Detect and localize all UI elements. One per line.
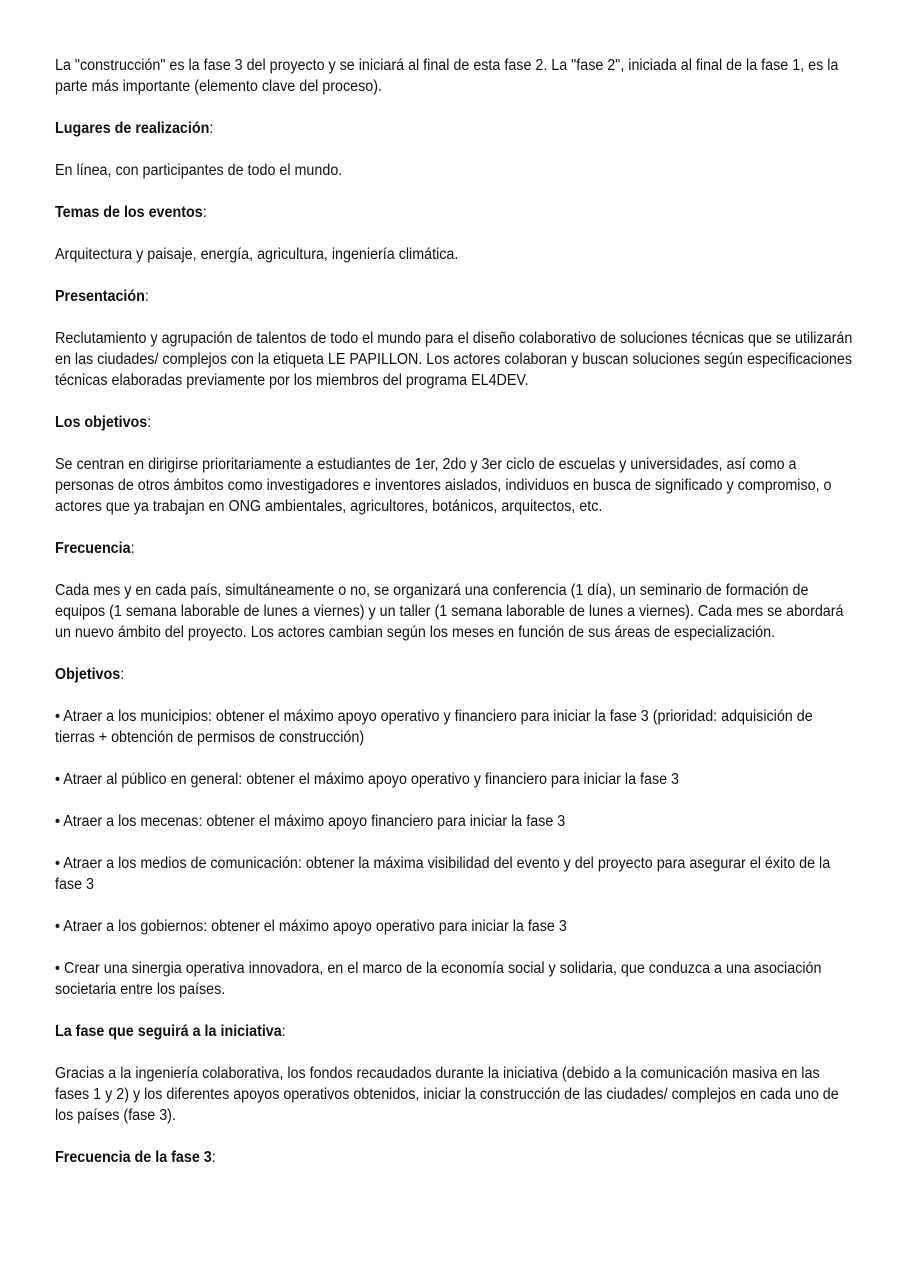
list-item: • Atraer a los mecenas: obtener el máximo apoyo financiero para iniciar la fase 3 (55, 813, 566, 830)
paragraph-temas: Arquitectura y paisaje, energía, agricultura, ingeniería climática. (55, 246, 459, 263)
heading-fase-siguiente: La fase que seguirá a la iniciativa: (55, 1023, 286, 1040)
list-item: • Atraer a los gobiernos: obtener el máximo apoyo operativo para iniciar la fase 3 (55, 918, 567, 935)
heading-objetivos: Objetivos: (55, 666, 125, 683)
paragraph-fase-siguiente: Gracias a la ingeniería colaborativa, los fondos recaudados durante la iniciativa (debido a la comunicación masiva en las fases 1 y 2) y los diferentes apoyos operativos obtenidos, iniciar la construcción de las ciudades/ complejos en cada uno de los países (fase 3). (55, 1065, 839, 1124)
heading-frecuencia: Frecuencia: (55, 540, 135, 557)
paragraph-presentacion: Reclutamiento y agrupación de talentos de todo el mundo para el diseño colaborativo de soluciones técnicas que se utilizarán en las ciudades/ complejos con la etiqueta LE PAPILLON. Los actores colaboran y buscan soluciones según especificaciones técnicas elaboradas previamente por los miembros del programa EL4DEV. (55, 330, 853, 389)
paragraph-lugares: En línea, con participantes de todo el mundo. (55, 162, 343, 179)
heading-presentacion: Presentación: (55, 288, 149, 305)
paragraph-los-objetivos: Se centran en dirigirse prioritariamente a estudiantes de 1er, 2do y 3er ciclo de escuelas y universidades, así como a personas de otros ámbitos como investigadores e inventores aislados, individuos en busca de significado y compromiso, o actores que ya trabajan en ONG ambientales, agricultores, botánicos, arquitectos, etc. (55, 456, 832, 515)
paragraph-frecuencia: Cada mes y en cada país, simultáneamente o no, se organizará una conferencia (1 día), un seminario de formación de equipos (1 semana laborable de lunes a viernes) y un taller (1 semana laborable de lunes a viernes). Cada mes se abordará un nuevo ámbito del proyecto. Los actores cambian según los meses en función de sus áreas de especialización. (55, 582, 844, 641)
heading-frecuencia-fase3: Frecuencia de la fase 3: (55, 1149, 216, 1166)
list-item: • Crear una sinergia operativa innovadora, en el marco de la economía social y solidaria, que conduzca a una asociación societaria entre los países. (55, 960, 822, 998)
document-page (55, 55, 855, 1189)
heading-lugares: Lugares de realización: (55, 120, 214, 137)
heading-temas: Temas de los eventos: (55, 204, 207, 221)
list-item: • Atraer a los municipios: obtener el máximo apoyo operativo y financiero para iniciar la fase 3 (prioridad: adquisición de tierras + obtención de permisos de construcción) (55, 708, 813, 746)
heading-los-objetivos: Los objetivos: (55, 414, 152, 431)
list-item: • Atraer al público en general: obtener el máximo apoyo operativo y financiero para iniciar la fase 3 (55, 771, 680, 788)
list-item: • Atraer a los medios de comunicación: obtener la máxima visibilidad del evento y del proyecto para asegurar el éxito de la fase 3 (55, 855, 831, 893)
intro-paragraph: La "construcción" es la fase 3 del proyecto y se iniciará al final de esta fase 2. La "fase 2", iniciada al final de la fase 1, es la parte más importante (elemento clave del proceso). (55, 57, 839, 95)
